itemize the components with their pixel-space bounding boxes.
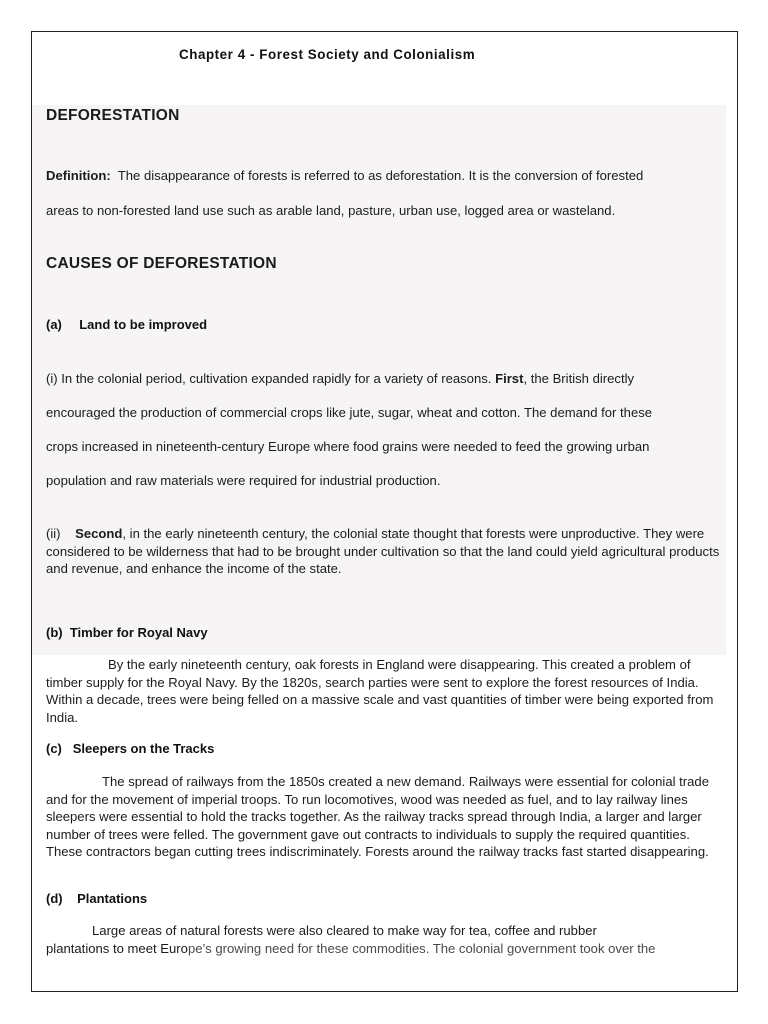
subsection-b-heading [46,625,208,640]
para-d-line-1 [46,923,597,938]
para-a2-text: , in the early nineteenth century, the colonial state thought that forests were unproductive. They were considered to be wilderness that had to be brought under cultivation so that the land could yield agricultural products and revenue, and enhance the income of the state. [46,526,720,576]
para-a1-bold: First [495,371,524,386]
definition-line-2: areas to non-forested land use such as arable land, pasture, urban use, logged area or wasteland. [46,203,616,218]
subsection-d-heading [46,891,147,906]
para-b [46,656,728,726]
subsection-c-title: Sleepers on the Tracks [72,741,215,756]
para-a2 [46,525,728,578]
causes-heading: CAUSES OF DEFORESTATION [46,255,277,272]
subsection-a-label: (a) [46,317,62,332]
para-c [46,773,728,861]
definition-text-1: The disappearance of forests is referred to as deforestation. It is the conversion of forested [117,168,644,183]
para-b-text: By the early nineteenth century, oak forests in England were disappearing. This created a problem of timber supply for the Royal Navy. By the 1820s, search parties were sent to explore the forest resources of India. Within a decade, trees were being felled on a massive scale and vast quantities of timber were being exported from India. [46,657,714,725]
para-a1-line-3: crops increased in nineteenth-century Europe where food grains were needed to feed the growing urban [46,439,650,454]
definition-line-1 [46,168,643,183]
subsection-a-title: Land to be improved [79,317,208,332]
subsection-d-label: (d) [46,891,63,906]
subsection-a-heading [46,317,207,332]
deforestation-heading: DEFORESTATION [46,107,180,124]
subsection-d-title: Plantations [77,891,148,906]
para-d-text-2b: pe’s growing need for these commodities. The colonial government took over the [187,941,656,956]
subsection-b-title: Timber for Royal Navy [69,625,208,640]
document-page [31,31,738,992]
para-d-text-1: Large areas of natural forests were also cleared to make way for tea, coffee and rubber [92,923,597,938]
subsection-c-heading [46,741,214,756]
para-a1-line-1 [46,371,634,386]
para-d-line-2 [46,941,655,956]
para-a1-line-2: encouraged the production of commercial crops like jute, sugar, wheat and cotton. The demand for these [46,405,653,420]
para-a1-text-post: , the British directly [523,371,635,386]
para-c-text: The spread of railways from the 1850s created a new demand. Railways were essential for colonial trade and for the movement of imperial troops. To run locomotives, wood was needed as fuel, and to lay railway lines sleepers were essential to hold the tracks together. As the railway tracks spread through India, a larger and larger number of trees were felled. The government gave out contracts to individuals to supply the required quantities. These contractors began cutting trees indiscriminately. Forests around the railway tracks fast started disappearing. [46,774,709,859]
definition-label: Definition: [46,168,111,183]
para-a1-text: (i) In the colonial period, cultivation expanded rapidly for a variety of reasons. [46,371,492,386]
subsection-b-label: (b) [46,625,63,640]
para-a2-bold: Second [75,526,123,541]
para-a1-line-4: population and raw materials were required for industrial production. [46,473,441,488]
subsection-c-label: (c) [46,741,62,756]
para-d-text-2a: plantations to meet Euro [46,941,188,956]
chapter-title: Chapter 4 - Forest Society and Colonialism [179,47,476,62]
para-a2-label: (ii) [46,526,61,541]
